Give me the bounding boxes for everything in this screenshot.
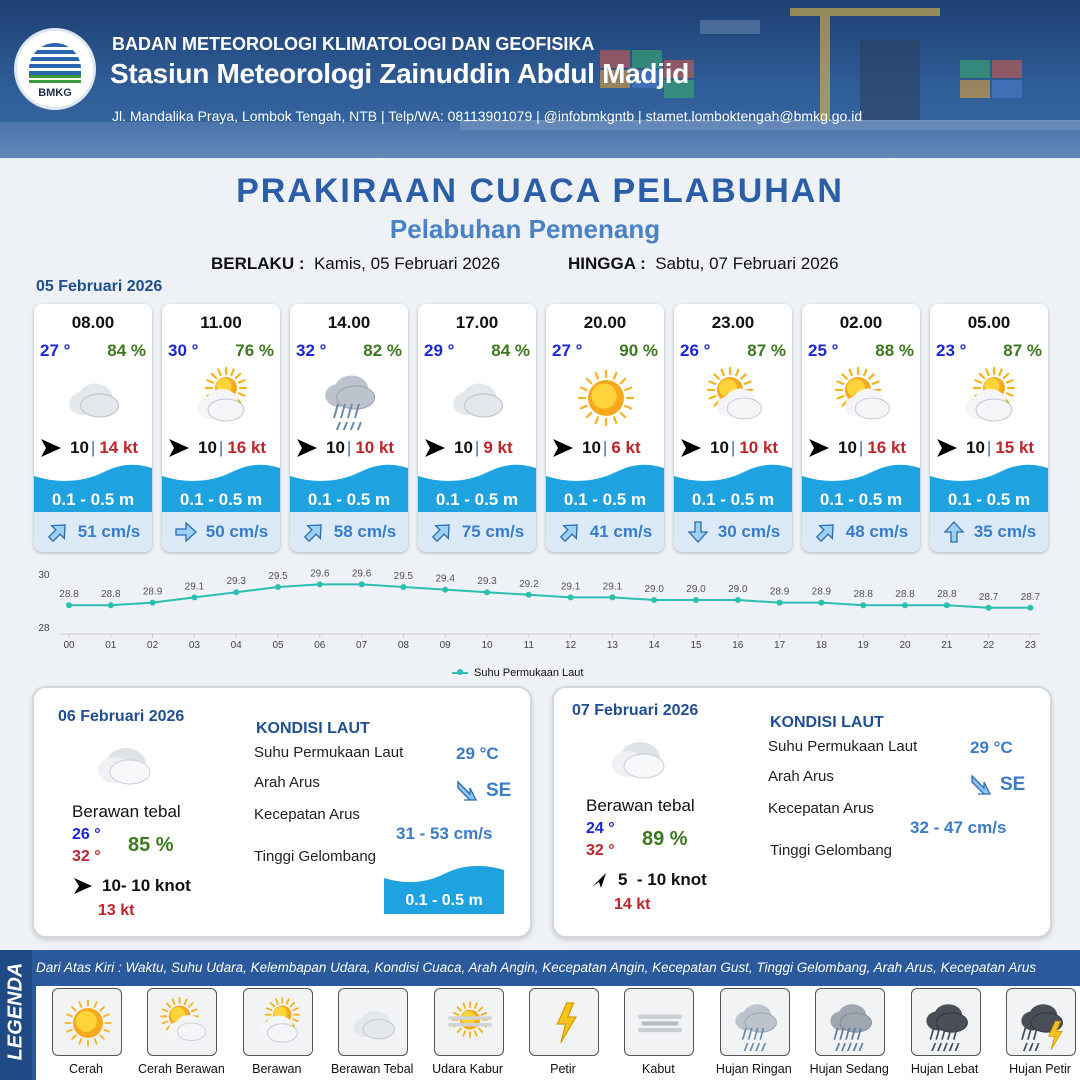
day3-cur-speed-label: Kecepatan Arus xyxy=(768,800,874,817)
day2-humidity: 85 % xyxy=(128,834,174,856)
legend-side-label: LEGENDA xyxy=(4,962,27,1061)
gust-speed: 14 kt xyxy=(99,438,139,457)
forecast-humidity: 84 % xyxy=(107,341,146,360)
bmkg-logo xyxy=(14,28,96,110)
day2-temp-min: 26 ° xyxy=(72,826,101,843)
wind-arrow-icon xyxy=(72,877,94,895)
legend-item xyxy=(704,986,804,1080)
legend-series-name: Suhu Permukaan Laut xyxy=(474,667,584,679)
current-speed: 48 cm/s xyxy=(845,522,909,541)
wind-speed: 10 xyxy=(326,438,345,457)
sst-point xyxy=(818,600,824,606)
day2-wave-label: Tinggi Gelombang xyxy=(254,848,377,865)
cerah-berawan-icon xyxy=(826,366,898,430)
forecast-humidity: 84 % xyxy=(491,341,530,360)
header-floor xyxy=(0,122,1080,158)
forecast-wind xyxy=(40,438,150,458)
forecast-card xyxy=(674,304,792,552)
current-speed: 58 cm/s xyxy=(333,522,397,541)
legend-item xyxy=(608,986,708,1080)
current-row xyxy=(674,512,792,552)
forecast-temp: 32 ° xyxy=(296,341,327,360)
sst-value-label: 29.5 xyxy=(393,571,414,582)
forecast-wind xyxy=(424,438,534,458)
legend-swatch xyxy=(452,672,468,674)
x-tick-label: 17 xyxy=(774,640,786,651)
legend-icon-box xyxy=(720,988,790,1056)
wind-arrow-icon xyxy=(936,438,958,458)
port-name: Pelabuhan Pemenang xyxy=(389,214,661,244)
sst-value-label: 29.1 xyxy=(560,581,581,593)
hujan-ringan-icon xyxy=(726,995,786,1051)
sst-value-label: 29.1 xyxy=(184,581,205,593)
x-tick-label: 15 xyxy=(690,640,702,651)
cerah-berawan-icon xyxy=(153,995,213,1051)
forecast-time: 08.00 xyxy=(71,313,115,332)
gust-speed: 9 kt xyxy=(483,438,513,457)
logo-text: BMKG xyxy=(38,87,72,99)
day3-temp-max: 32 ° xyxy=(586,842,615,859)
forecast-wind xyxy=(168,438,278,458)
forecast-time: 23.00 xyxy=(711,313,755,332)
current-direction-se-icon xyxy=(968,772,994,798)
udara-kabur-icon xyxy=(440,995,500,1051)
day3-sst-label: Suhu Permukaan Laut xyxy=(768,738,918,755)
sst-chart-svg xyxy=(30,566,1060,666)
wave-height: 0.1 - 0.5 m xyxy=(819,490,903,509)
current-direction-icon xyxy=(302,520,326,544)
day2-sst-label: Suhu Permukaan Laut xyxy=(254,744,404,761)
day2-cur-speed: 31 - 53 cm/s xyxy=(396,824,493,843)
forecast-humidity: 88 % xyxy=(875,341,914,360)
sst-point xyxy=(944,602,950,608)
wind-arrow-icon xyxy=(808,438,830,458)
sst-value-label: 28.8 xyxy=(853,589,873,601)
forecast-card xyxy=(162,304,280,552)
current-row xyxy=(802,512,920,552)
wind-arrow-icon xyxy=(588,871,610,889)
x-tick-label: 02 xyxy=(147,640,159,651)
legend-item xyxy=(990,986,1080,1080)
forecast-temp: 30 ° xyxy=(168,341,199,360)
cerah-icon xyxy=(58,995,118,1051)
day3-cur-speed: 32 - 47 cm/s xyxy=(910,818,1007,837)
cerah-icon xyxy=(570,366,642,430)
sst-point xyxy=(860,602,866,608)
legend-item-label: Petir xyxy=(550,1062,576,1076)
current-direction-se-icon xyxy=(454,778,480,804)
legend-icon-box xyxy=(52,988,122,1056)
sst-value-label: 28.8 xyxy=(937,589,957,601)
berawan-icon xyxy=(954,366,1026,430)
sst-value-label: 29.4 xyxy=(435,573,455,585)
legend-icon-box xyxy=(243,988,313,1056)
legend-icon-box xyxy=(529,988,599,1056)
x-tick-label: 03 xyxy=(188,640,200,651)
wind-arrow-icon xyxy=(40,438,62,458)
forecast-wind xyxy=(680,438,790,458)
forecast-humidity: 76 % xyxy=(235,341,274,360)
x-tick-label: 14 xyxy=(648,640,660,651)
legend-item-label: Cerah xyxy=(68,1062,104,1076)
legend xyxy=(0,950,1080,1080)
day2-temp-max: 32 ° xyxy=(72,848,101,865)
sst-value-label: 29.2 xyxy=(519,578,539,590)
forecast-time: 17.00 xyxy=(455,313,499,332)
org-name: BADAN METEOROLOGI KLIMATOLOGI DAN GEOFISIKA xyxy=(112,34,595,54)
wind-separator: | xyxy=(218,438,224,457)
y-tick-label: 28 xyxy=(38,623,50,634)
wave-height: 0.1 - 0.5 m xyxy=(307,490,391,509)
sst-value-label: 28.9 xyxy=(769,586,790,598)
forecast-card xyxy=(34,304,152,552)
wind-speed: 10 xyxy=(710,438,729,457)
legend-item xyxy=(36,986,136,1080)
day3-wave-label: Tinggi Gelombang xyxy=(770,842,893,859)
sst-point xyxy=(150,600,156,606)
current-direction-icon xyxy=(430,520,454,544)
day2-cur-dir: SE xyxy=(486,780,512,801)
sst-value-label: 29.1 xyxy=(602,581,623,593)
petir-icon xyxy=(535,995,595,1051)
sst-point xyxy=(191,594,197,600)
legend-item xyxy=(418,986,518,1080)
day2-wind xyxy=(72,876,191,896)
forecast-humidity: 82 % xyxy=(363,341,402,360)
berawan-icon xyxy=(186,366,258,430)
day2-gust: 13 kt xyxy=(98,902,135,919)
forecast-temp: 25 ° xyxy=(808,341,839,360)
hourly-forecast xyxy=(34,304,1054,552)
day3-wind-speed: 5 - 10 knot xyxy=(618,870,707,889)
day1-date: 05 Februari 2026 xyxy=(36,278,163,295)
legend-icon-box xyxy=(1006,988,1076,1056)
current-speed: 30 cm/s xyxy=(717,522,781,541)
x-tick-label: 23 xyxy=(1024,640,1036,651)
legend-items xyxy=(36,986,1080,1080)
current-direction-icon xyxy=(174,520,198,544)
current-speed: 41 cm/s xyxy=(589,522,653,541)
x-tick-label: 01 xyxy=(105,640,117,651)
forecast-wind xyxy=(296,438,406,458)
wind-arrow-icon xyxy=(424,438,446,458)
header-banner xyxy=(0,0,1080,158)
y-tick-label: 30 xyxy=(38,570,50,581)
wind-arrow-icon xyxy=(296,438,318,458)
wind-speed: 10 xyxy=(582,438,601,457)
current-row xyxy=(162,512,280,552)
current-row xyxy=(418,512,536,552)
wind-arrow-icon xyxy=(552,438,574,458)
legend-item-label: Hujan Ringan xyxy=(715,1062,792,1076)
legend-item xyxy=(227,986,327,1080)
legend-item xyxy=(799,986,899,1080)
berawan-tebal-icon xyxy=(58,366,130,430)
current-speed: 35 cm/s xyxy=(973,522,1037,541)
valid-from-value: Kamis, 05 Februari 2026 xyxy=(313,254,501,273)
gust-speed: 16 kt xyxy=(227,438,267,457)
sst-value-label: 29.0 xyxy=(686,584,706,595)
sst-value-label: 28.9 xyxy=(142,586,163,598)
sst-point xyxy=(609,594,615,600)
sst-value-label: 29.6 xyxy=(310,568,330,580)
forecast-temp: 26 ° xyxy=(680,341,711,360)
wind-speed: 10 xyxy=(966,438,985,457)
x-tick-label: 06 xyxy=(314,640,326,651)
sst-value-label: 29.0 xyxy=(728,584,748,595)
gust-speed: 16 kt xyxy=(867,438,907,457)
forecast-time: 11.00 xyxy=(200,313,242,332)
wind-speed: 10 xyxy=(70,438,89,457)
current-speed: 51 cm/s xyxy=(77,522,141,541)
day2-cur-speed-label: Kecepatan Arus xyxy=(254,806,360,823)
station-name: Stasiun Meteorologi Zainuddin Abdul Madjid xyxy=(110,58,689,89)
sst-point xyxy=(902,602,908,608)
x-tick-label: 10 xyxy=(481,640,493,651)
page-title: PRAKIRAAN CUACA PELABUHAN xyxy=(236,172,844,210)
day2-wave: 0.1 - 0.5 m xyxy=(405,892,483,909)
day3-temp-min: 24 ° xyxy=(586,820,615,837)
forecast-time: 14.00 xyxy=(327,313,371,332)
day2-panel xyxy=(32,686,532,938)
berawan-tebal-icon xyxy=(606,734,670,784)
forecast-temp: 27 ° xyxy=(552,341,583,360)
berawan-tebal-icon xyxy=(344,995,404,1051)
sst-value-label: 29.5 xyxy=(268,571,288,582)
day3-sea-title: KONDISI LAUT xyxy=(770,714,884,731)
sst-value-label: 29.3 xyxy=(477,576,497,588)
wave-height: 0.1 - 0.5 m xyxy=(179,490,263,509)
sst-point xyxy=(568,594,574,600)
wind-arrow-icon xyxy=(680,438,702,458)
sst-point xyxy=(735,597,741,603)
hujan-ringan-icon xyxy=(314,366,386,430)
sst-point xyxy=(400,584,406,590)
cerah-berawan-icon xyxy=(698,366,770,430)
day3-cur-dir-label: Arah Arus xyxy=(768,768,834,785)
sst-line xyxy=(69,584,1030,607)
day3-sst: 29 °C xyxy=(970,738,1013,757)
kabut-icon xyxy=(630,995,690,1051)
current-row xyxy=(290,512,408,552)
wind-arrow-icon xyxy=(168,438,190,458)
x-tick-label: 07 xyxy=(356,640,368,651)
sst-point xyxy=(1027,605,1033,611)
valid-to xyxy=(568,254,839,274)
sst-point xyxy=(359,581,365,587)
current-direction-icon xyxy=(46,520,70,544)
sst-point xyxy=(275,584,281,590)
current-speed: 50 cm/s xyxy=(205,522,269,541)
wave-height: 0.1 - 0.5 m xyxy=(947,490,1031,509)
gust-speed: 6 kt xyxy=(611,438,641,457)
sst-point xyxy=(651,597,657,603)
sst-value-label: 28.8 xyxy=(101,589,121,601)
forecast-time: 02.00 xyxy=(839,313,883,332)
wind-separator: | xyxy=(858,438,864,457)
sst-point xyxy=(777,600,783,606)
legend-description: Dari Atas Kiri : Waktu, Suhu Udara, Kelembapan Udara, Kondisi Cuaca, Arah Angin, Kecepatan Angin, Kecepatan Gust, Tinggi Gelombang, Arah Arus, Kecepatan Arus xyxy=(36,960,1037,975)
day3-wind xyxy=(588,870,707,890)
current-row xyxy=(34,512,152,552)
sst-value-label: 28.7 xyxy=(1020,591,1041,603)
forecast-card xyxy=(546,304,664,552)
berawan-icon xyxy=(249,995,309,1051)
wind-separator: | xyxy=(602,438,608,457)
legend-item xyxy=(322,986,422,1080)
current-direction-icon xyxy=(686,520,710,544)
forecast-wind xyxy=(552,438,662,458)
sst-point xyxy=(484,589,490,595)
wind-speed: 10 xyxy=(198,438,217,457)
forecast-humidity: 87 % xyxy=(1003,341,1042,360)
forecast-temp: 29 ° xyxy=(424,341,455,360)
forecast-time: 20.00 xyxy=(583,313,627,332)
wind-speed: 10 xyxy=(454,438,473,457)
x-tick-label: 00 xyxy=(63,640,75,651)
legend-item-label: Cerah Berawan xyxy=(137,1062,225,1076)
wind-separator: | xyxy=(90,438,96,457)
x-tick-label: 08 xyxy=(397,640,409,651)
x-tick-label: 16 xyxy=(732,640,744,651)
sst-point xyxy=(986,605,992,611)
valid-to-value: Sabtu, 07 Februari 2026 xyxy=(655,254,839,273)
sst-value-label: 28.7 xyxy=(978,591,999,603)
wind-separator: | xyxy=(730,438,736,457)
x-tick-label: 22 xyxy=(983,640,995,651)
hujan-lebat-icon xyxy=(917,995,977,1051)
sst-point xyxy=(66,602,72,608)
hujan-petir-icon xyxy=(1012,995,1072,1051)
sst-value-label: 29.6 xyxy=(351,568,372,580)
legend-item xyxy=(131,986,231,1080)
berawan-tebal-icon xyxy=(92,740,156,790)
x-tick-label: 05 xyxy=(272,640,284,651)
contact-info: Jl. Mandalika Praya, Lombok Tengah, NTB | Telp/WA: 08113901079 | @infobmkgntb | stamet.lomboktengah@bmkg.go.id xyxy=(112,108,863,124)
x-tick-label: 09 xyxy=(439,640,451,651)
day2-sea-title: KONDISI LAUT xyxy=(256,720,370,737)
day3-humidity: 89 % xyxy=(642,828,688,850)
x-tick-label: 20 xyxy=(899,640,911,651)
wave-height: 0.1 - 0.5 m xyxy=(435,490,519,509)
forecast-card xyxy=(418,304,536,552)
sst-value-label: 29.3 xyxy=(226,576,246,588)
legend-item xyxy=(513,986,613,1080)
hujan-sedang-icon xyxy=(821,995,881,1051)
legend-side xyxy=(0,950,32,1080)
legend-item-label: Berawan xyxy=(252,1062,302,1076)
legend-item-label: Hujan Lebat xyxy=(910,1062,979,1076)
forecast-time: 05.00 xyxy=(967,313,1011,332)
current-row xyxy=(546,512,664,552)
wind-separator: | xyxy=(346,438,352,457)
sst-value-label: 29.0 xyxy=(644,584,664,595)
forecast-card xyxy=(930,304,1048,552)
forecast-temp: 27 ° xyxy=(40,341,71,360)
sst-value-label: 28.8 xyxy=(895,589,915,601)
x-tick-label: 13 xyxy=(606,640,618,651)
sst-point xyxy=(317,581,323,587)
wave-height: 0.1 - 0.5 m xyxy=(51,490,135,509)
wave-height: 0.1 - 0.5 m xyxy=(691,490,775,509)
berawan-tebal-icon xyxy=(442,366,514,430)
day3-condition: Berawan tebal xyxy=(586,796,695,815)
forecast-humidity: 90 % xyxy=(619,341,658,360)
day3-cur-dir: SE xyxy=(1000,774,1026,795)
day3-panel xyxy=(552,686,1052,938)
valid-to-label: HINGGA : xyxy=(568,254,646,273)
x-tick-label: 21 xyxy=(941,640,953,651)
wind-speed: 10 xyxy=(838,438,857,457)
legend-item xyxy=(895,986,995,1080)
sst-value-label: 28.8 xyxy=(59,589,79,601)
sst-value-label: 28.9 xyxy=(811,586,832,598)
day2-condition: Berawan tebal xyxy=(72,802,181,821)
sst-point xyxy=(526,592,532,598)
legend-icon-box xyxy=(147,988,217,1056)
x-tick-label: 11 xyxy=(523,640,534,651)
gust-speed: 10 kt xyxy=(739,438,779,457)
valid-from xyxy=(211,254,500,274)
x-tick-label: 19 xyxy=(857,640,869,651)
sst-point xyxy=(233,589,239,595)
legend-icon-box xyxy=(338,988,408,1056)
legend-item-label: Hujan Petir xyxy=(1009,1062,1071,1076)
gust-speed: 10 kt xyxy=(355,438,395,457)
forecast-temp: 23 ° xyxy=(936,341,967,360)
forecast-wind xyxy=(936,438,1046,458)
wave-height: 0.1 - 0.5 m xyxy=(563,490,647,509)
valid-from-label: BERLAKU : xyxy=(211,254,305,273)
forecast-wind xyxy=(808,438,918,458)
sst-point xyxy=(108,602,114,608)
day3-gust: 14 kt xyxy=(614,896,651,913)
day2-wind-speed: 10- 10 knot xyxy=(102,876,191,895)
chart-legend xyxy=(452,667,583,679)
legend-item-label: Kabut xyxy=(642,1062,675,1076)
day2-cur-dir-label: Arah Arus xyxy=(254,774,320,791)
legend-icon-box xyxy=(624,988,694,1056)
wind-separator: | xyxy=(986,438,992,457)
x-tick-label: 18 xyxy=(815,640,827,651)
current-direction-icon xyxy=(814,520,838,544)
legend-item-label: Hujan Sedang xyxy=(809,1062,889,1076)
x-tick-label: 12 xyxy=(565,640,577,651)
legend-item-label: Udara Kabur xyxy=(432,1062,504,1076)
forecast-card xyxy=(290,304,408,552)
legend-icon-box xyxy=(815,988,885,1056)
sst-point xyxy=(693,597,699,603)
sst-point xyxy=(442,587,448,593)
day3-date: 07 Februari 2026 xyxy=(572,702,699,719)
legend-icon-box xyxy=(434,988,504,1056)
current-row xyxy=(930,512,1048,552)
gust-speed: 15 kt xyxy=(995,438,1035,457)
legend-item-label: Berawan Tebal xyxy=(330,1062,414,1076)
forecast-card xyxy=(802,304,920,552)
day2-sst: 29 °C xyxy=(456,744,499,763)
current-speed: 75 cm/s xyxy=(461,522,525,541)
current-direction-icon xyxy=(558,520,582,544)
current-direction-icon xyxy=(942,520,966,544)
day2-date: 06 Februari 2026 xyxy=(58,708,185,725)
x-tick-label: 04 xyxy=(230,640,242,651)
forecast-humidity: 87 % xyxy=(747,341,786,360)
legend-icon-box xyxy=(911,988,981,1056)
wind-separator: | xyxy=(474,438,480,457)
